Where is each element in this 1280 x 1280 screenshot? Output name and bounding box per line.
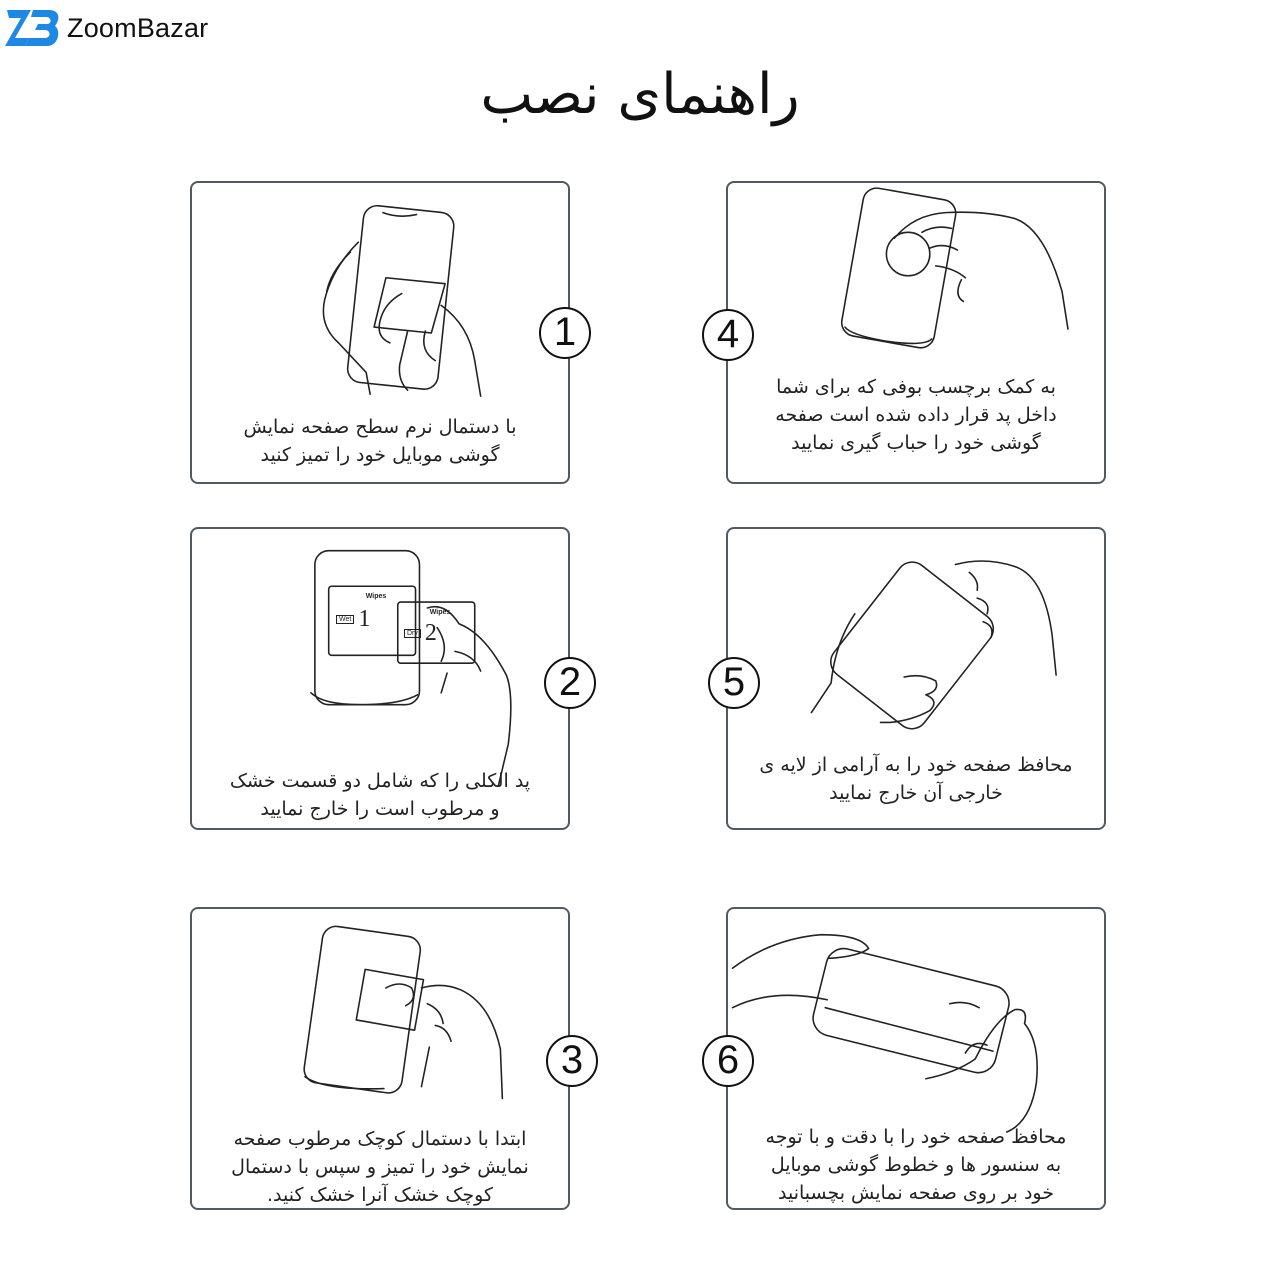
- step-6-line-1: محافظ صفحه خود را با دقت و با توجه: [765, 1126, 1067, 1148]
- step-card-4: [716, 181, 1106, 484]
- step-3-line-1: ابتدا با دستمال کوچک مرطوب صفحه: [233, 1128, 527, 1150]
- step-caption-5: [738, 751, 1094, 807]
- step-6-line-3: خود بر روی صفحه نمایش بچسبانید: [777, 1182, 1054, 1204]
- step-1-line-2: گوشی موبایل خود را تمیز کنید: [260, 444, 500, 466]
- step-5-line-2: خارجی آن خارج نمایید: [829, 782, 1003, 804]
- step-number-3: 3: [546, 1035, 598, 1087]
- step-5-line-1: محافظ صفحه خود را به آرامی از لایه ی: [759, 754, 1073, 776]
- step-card-5: [722, 527, 1106, 830]
- brand-name: ZoomBazar: [67, 12, 209, 43]
- page-title: راهنمای نصب: [480, 62, 800, 127]
- step-6-line-2: به سنسور ها و خطوط گوشی موبایل: [770, 1154, 1062, 1176]
- wet-label: Wet: [336, 615, 354, 624]
- step-number-4: 4: [702, 309, 754, 361]
- step-number-5: 5: [708, 657, 760, 709]
- step-number-2: 2: [544, 657, 596, 709]
- brand-logo[interactable]: [5, 8, 208, 48]
- zb-logo-icon: [5, 8, 61, 48]
- step-4-line-3: گوشی خود را حباب گیری نمایید: [791, 432, 1041, 454]
- wipes-brand-1: Wipes: [365, 593, 387, 600]
- step-caption-6: [738, 1123, 1094, 1207]
- step-number-6: 6: [702, 1035, 754, 1087]
- step-2-line-2: و مرطوب است را خارج نمایید: [260, 798, 500, 820]
- dry-number: 2: [424, 620, 437, 646]
- step-card-3: [190, 907, 584, 1210]
- step-caption-1: [202, 413, 558, 469]
- step-caption-3: [202, 1125, 558, 1209]
- wipes-brand-2: Wipes: [429, 609, 451, 616]
- step-1-line-1: با دستمال نرم سطح صفحه نمایش: [243, 416, 517, 438]
- step-3-line-2: نمایش خود را تمیز و سپس با دستمال: [231, 1156, 529, 1178]
- step-card-1: [190, 181, 577, 484]
- step-number-1: 1: [539, 307, 591, 359]
- step-3-line-3: کوچک خشک آنرا خشک کنید.: [266, 1184, 494, 1206]
- step-caption-2: [202, 767, 558, 823]
- wet-number: 1: [358, 606, 371, 632]
- step-card-6: [716, 907, 1106, 1210]
- step-card-2: [190, 527, 582, 830]
- step-2-line-1: پد الکلی را که شامل دو قسمت خشک: [229, 770, 531, 792]
- step-4-line-2: داخل پد قرار داده شده است صفحه: [775, 404, 1057, 426]
- step-caption-4: [738, 373, 1094, 457]
- step-4-line-1: به کمک برچسب بوفی که برای شما: [776, 376, 1056, 398]
- wipes-pack-2: [404, 609, 476, 647]
- dry-label: Dry: [404, 629, 421, 638]
